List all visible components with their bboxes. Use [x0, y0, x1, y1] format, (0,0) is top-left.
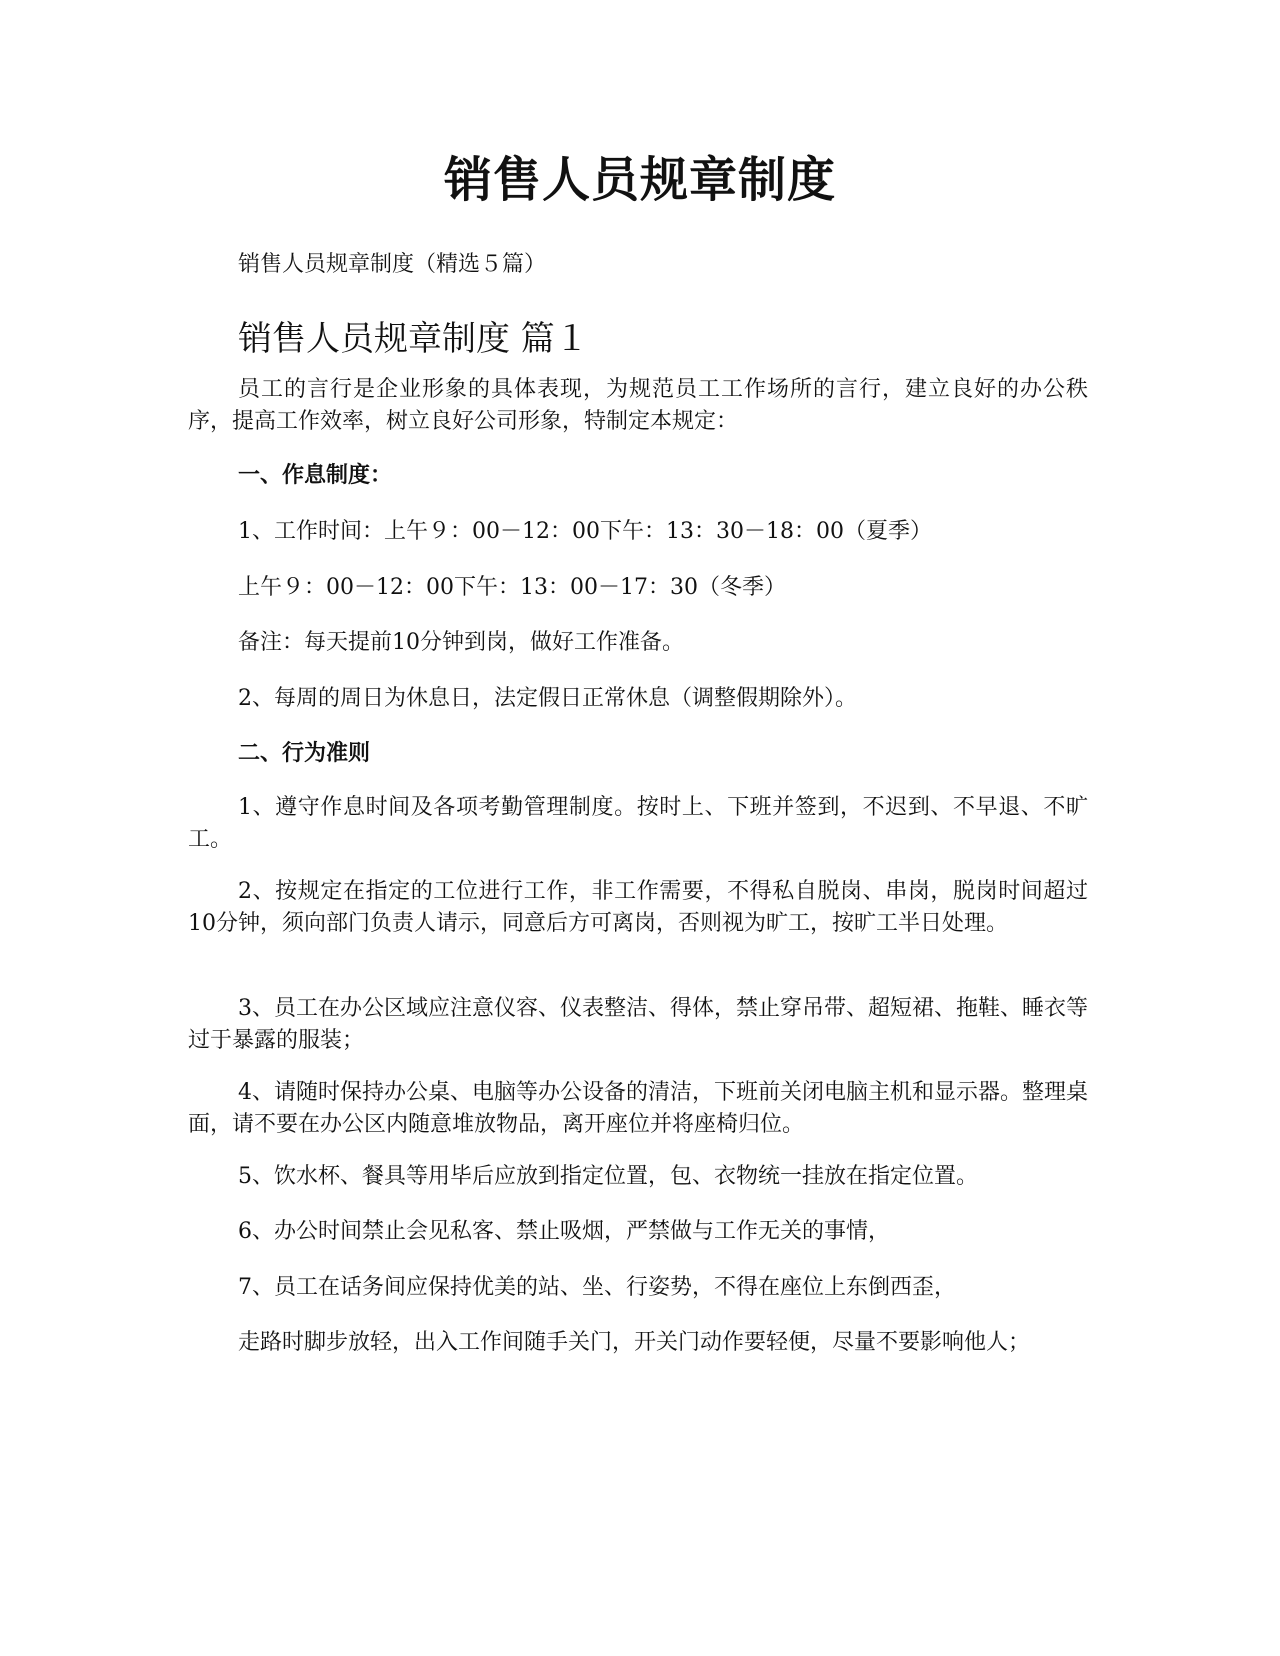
document-title: 销售人员规章制度	[443, 152, 836, 208]
paragraph-rule-7-continued: 走路时脚步放轻，出入工作间随手关门，开关门动作要轻便，尽量不要影响他人；	[238, 1330, 1031, 1355]
paragraph-rule-4: 4、请随时保持办公桌、电脑等办公设备的清洁，下班前关闭电脑主机和显示器。整理桌面，请不要在办公区内随意堆放物品，离开座位并将座椅归位。	[188, 1080, 1088, 1137]
paragraph-rule-1: 1、遵守作息时间及各项考勤管理制度。按时上、下班并签到，不迟到、不早退、不旷工。	[188, 795, 1088, 852]
section-title: 销售人员规章制度 篇１	[238, 319, 589, 359]
heading-conduct: 二、行为准则	[238, 741, 371, 766]
paragraph-rest-day: 2、每周的周日为休息日，法定假日正常休息（调整假期除外）。	[238, 686, 857, 711]
paragraph-rule-7: 7、员工在话务间应保持优美的站、坐、行姿势，不得在座位上东倒西歪，	[238, 1275, 956, 1300]
document-subtitle: 销售人员规章制度（精选５篇）	[238, 252, 547, 277]
paragraph-rule-6: 6、办公时间禁止会见私客、禁止吸烟，严禁做与工作无关的事情，	[238, 1219, 890, 1244]
paragraph-rule-3: 3、员工在办公区域应注意仪容、仪表整洁、得体，禁止穿吊带、超短裙、拖鞋、睡衣等过于暴露的服装；	[188, 996, 1088, 1053]
paragraph-rule-5: 5、饮水杯、餐具等用毕后应放到指定位置，包、衣物统一挂放在指定位置。	[238, 1164, 978, 1189]
paragraph-work-hours-winter: 上午９：00－12：00下午：13：00－17：30（冬季）	[238, 575, 786, 600]
heading-schedule: 一、作息制度：	[238, 463, 393, 488]
paragraph-rule-2: 2、按规定在指定的工位进行工作，非工作需要，不得私自脱岗、串岗，脱岗时间超过10分钟，须向部门负责人请示，同意后方可离岗，否则视为旷工，按旷工半日处理。	[188, 879, 1088, 936]
paragraph-intro: 员工的言行是企业形象的具体表现，为规范员工工作场所的言行，建立良好的办公秩序，提高工作效率，树立良好公司形象，特制定本规定：	[188, 377, 1088, 434]
paragraph-note: 备注：每天提前10分钟到岗，做好工作准备。	[238, 630, 684, 655]
paragraph-work-hours-summer: 1、工作时间：上午９：00－12：00下午：13：30－18：00（夏季）	[238, 519, 932, 544]
